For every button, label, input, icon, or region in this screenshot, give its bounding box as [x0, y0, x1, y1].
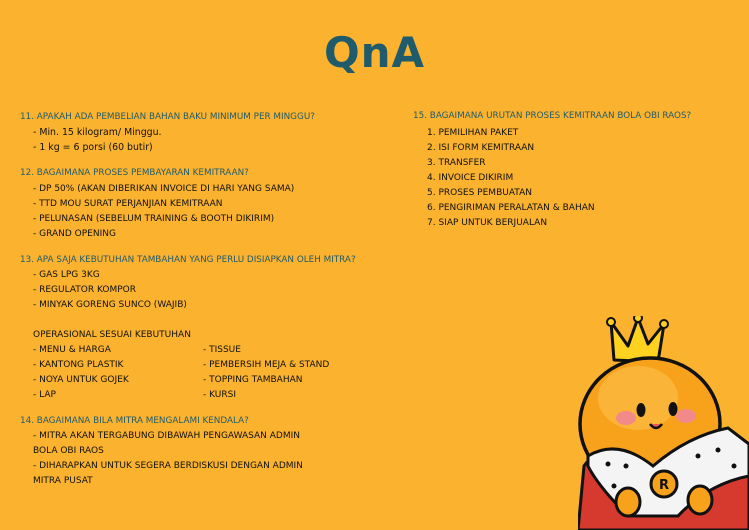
answer-11-2: - 1 kg = 6 porsi (60 butir): [33, 142, 153, 153]
answer-12-3: - PELUNASAN (SEBELUM TRAINING & BOOTH DIKIRIM): [33, 214, 275, 224]
step-item: 3. TRANSFER: [427, 158, 486, 168]
crown-icon: [607, 316, 668, 362]
operational-item: - MENU & HARGA: [33, 345, 111, 355]
answer-12-4: - GRAND OPENING: [33, 229, 116, 239]
operational-item: - TOPPING TAMBAHAN: [203, 375, 303, 385]
step-item: 2. ISI FORM KEMITRAAN: [427, 143, 535, 153]
operational-item: - NOYA UNTUK GOJEK: [33, 375, 129, 385]
operational-subheading: OPERASIONAL SESUAI KEBUTUHAN: [33, 330, 191, 340]
question-15: 15. BAGAIMANA URUTAN PROSES KEMITRAAN BOLA OBI RAOS?: [413, 111, 692, 121]
answer-13-1: - GAS LPG 3KG: [33, 270, 100, 280]
answer-14-1: - MITRA AKAN TERGABUNG DIBAWAH PENGAWASAN ADMIN: [33, 431, 301, 441]
answer-14-3: - DIHARAPKAN UNTUK SEGERA BERDISKUSI DENGAN ADMIN: [33, 461, 303, 471]
medal-letter: R: [658, 478, 670, 493]
step-item: 5. PROSES PEMBUATAN: [427, 188, 532, 198]
question-11: 11. APAKAH ADA PEMBELIAN BAHAN BAKU MINIMUM PER MINGGU?: [20, 112, 315, 122]
page-title: QnA: [323, 28, 426, 77]
step-item: 1. PEMILIHAN PAKET: [427, 128, 519, 138]
answer-12-2: - TTD MOU SURAT PERJANJIAN KEMITRAAN: [33, 199, 223, 209]
operational-item: - KANTONG PLASTIK: [33, 360, 124, 370]
crowned-ball-mascot-icon: [578, 316, 749, 530]
step-item: 7. SIAP UNTUK BERJUALAN: [427, 218, 548, 228]
answer-13-3: - MINYAK GORENG SUNCO (WAJIB): [33, 300, 187, 310]
question-12: 12. BAGAIMANA PROSES PEMBAYARAN KEMITRAAN?: [20, 168, 249, 178]
answer-13-2: - REGULATOR KOMPOR: [33, 285, 137, 295]
operational-item: - KURSI: [203, 390, 236, 400]
step-item: 6. PENGIRIMAN PERALATAN & BAHAN: [427, 203, 595, 213]
answer-11-1: - Min. 15 kilogram/ Minggu.: [33, 127, 162, 138]
operational-item: - PEMBERSIH MEJA & STAND: [203, 360, 330, 370]
operational-item: - LAP: [33, 390, 56, 400]
question-13: 13. APA SAJA KEBUTUHAN TAMBAHAN YANG PERLU DISIAPKAN OLEH MITRA?: [20, 255, 356, 265]
answer-12-1: - DP 50% (AKAN DIBERIKAN INVOICE DI HARI YANG SAMA): [33, 184, 295, 194]
step-item: 4. INVOICE DIKIRIM: [427, 173, 514, 183]
question-14: 14. BAGAIMANA BILA MITRA MENGALAMI KENDALA?: [20, 416, 249, 426]
operational-item: - TISSUE: [203, 345, 241, 355]
answer-14-2: BOLA OBI RAOS: [33, 446, 104, 456]
answer-14-4: MITRA PUSAT: [33, 476, 93, 486]
